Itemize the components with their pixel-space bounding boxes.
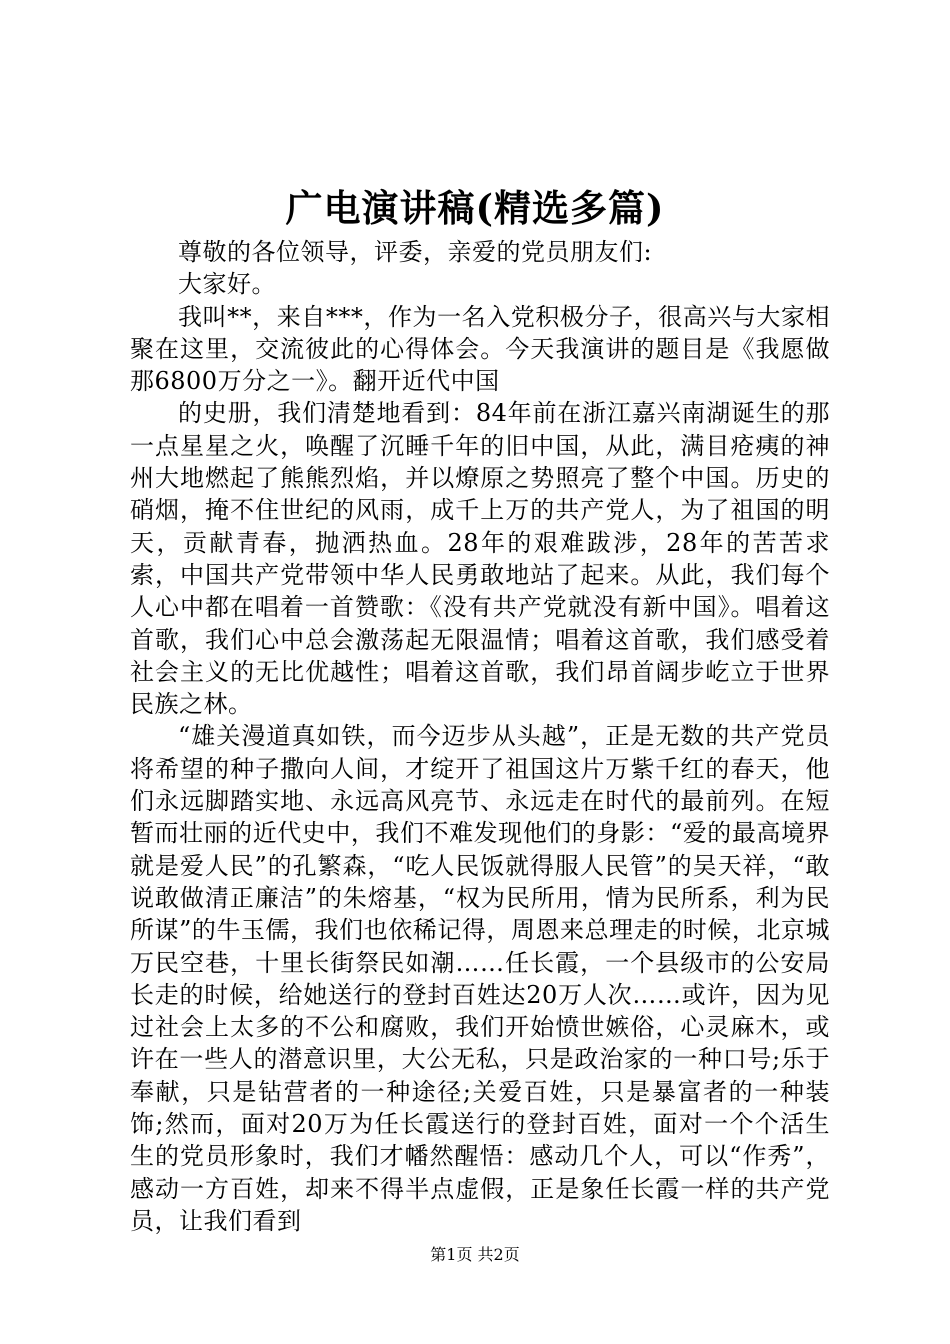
- document-title: 广电演讲稿(精选多篇): [285, 186, 665, 230]
- paragraph-party-members: “雄关漫道真如铁，而今迈步从头越”，正是无数的共产党员将希望的种子撒向人间，才绽开了祖国这片万紫千红的春天，他们永远脚踏实地、永远高风亮节、永远走在时代的最前列。在短暂而壮丽的近代史中，我们不难发现他们的身影：“爱的最高境界就是爱人民”的孔繁森，“吃人民饭就得服人民管”的吴天祥，“敢说敢做清正廉洁”的朱熔基，“权为民所用，情为民所系，利为民所谋”的牛玉儒，我们也依稀记得，周恩来总理走的时候，北京城万民空巷，十里长街祭民如潮……任长霞，一个县级市的公安局长走的时候，给她送行的登封百姓达20万人次……或许，因为见过社会上太多的不公和腐败，我们开始愤世嫉俗，心灵麻木，或许在一些人的潜意识里，大公无私，只是政治家的一种口号;乐于奉献，只是钻营者的一种途径;关爱百姓，只是暴富者的一种装饰;然而，面对20万为任长霞送行的登封百姓，面对一个个活生生的党员形象时，我们才幡然醒悟：感动几个人，可以“作秀”，感动一方百姓，却来不得半点虚假，正是象任长霞一样的共产党员，让我们看到: [130, 722, 830, 1235]
- page-number-footer: 第1页 共2页: [430, 1245, 520, 1264]
- document-body: [130, 236, 830, 1237]
- paragraph-history: 的史册，我们清楚地看到：84年前在浙江嘉兴南湖诞生的那一点星星之火，唤醒了沉睡千年的旧中国，从此，满目疮痍的神州大地燃起了熊熊烈焰，并以燎原之势照亮了整个中国。历史的硝烟，掩不住世纪的风雨，成千上万的共产党人，为了祖国的明天，贡献青春，抛洒热血。28年的艰难跋涉，28年的苦苦求索，中国共产党带领中华人民勇敢地站了起来。从此，我们每个人心中都在唱着一首赞歌：《没有共产党就没有新中国》。唱着这首歌，我们心中总会激荡起无限温情；唱着这首歌，我们感受着社会主义的无比优越性；唱着这首歌，我们昂首阔步屹立于世界民族之林。: [130, 399, 830, 719]
- paragraph-salutation: 尊敬的各位领导，评委，亲爱的党员朋友们:: [178, 238, 653, 266]
- paragraph-greeting: 大家好。: [178, 270, 276, 299]
- paragraph-introduction: 我叫**，来自***，作为一名入党积极分子，很高兴与大家相聚在这里，交流彼此的心得体会。今天我演讲的题目是《我愿做那6800万分之一》。翻开近代中国: [130, 302, 830, 396]
